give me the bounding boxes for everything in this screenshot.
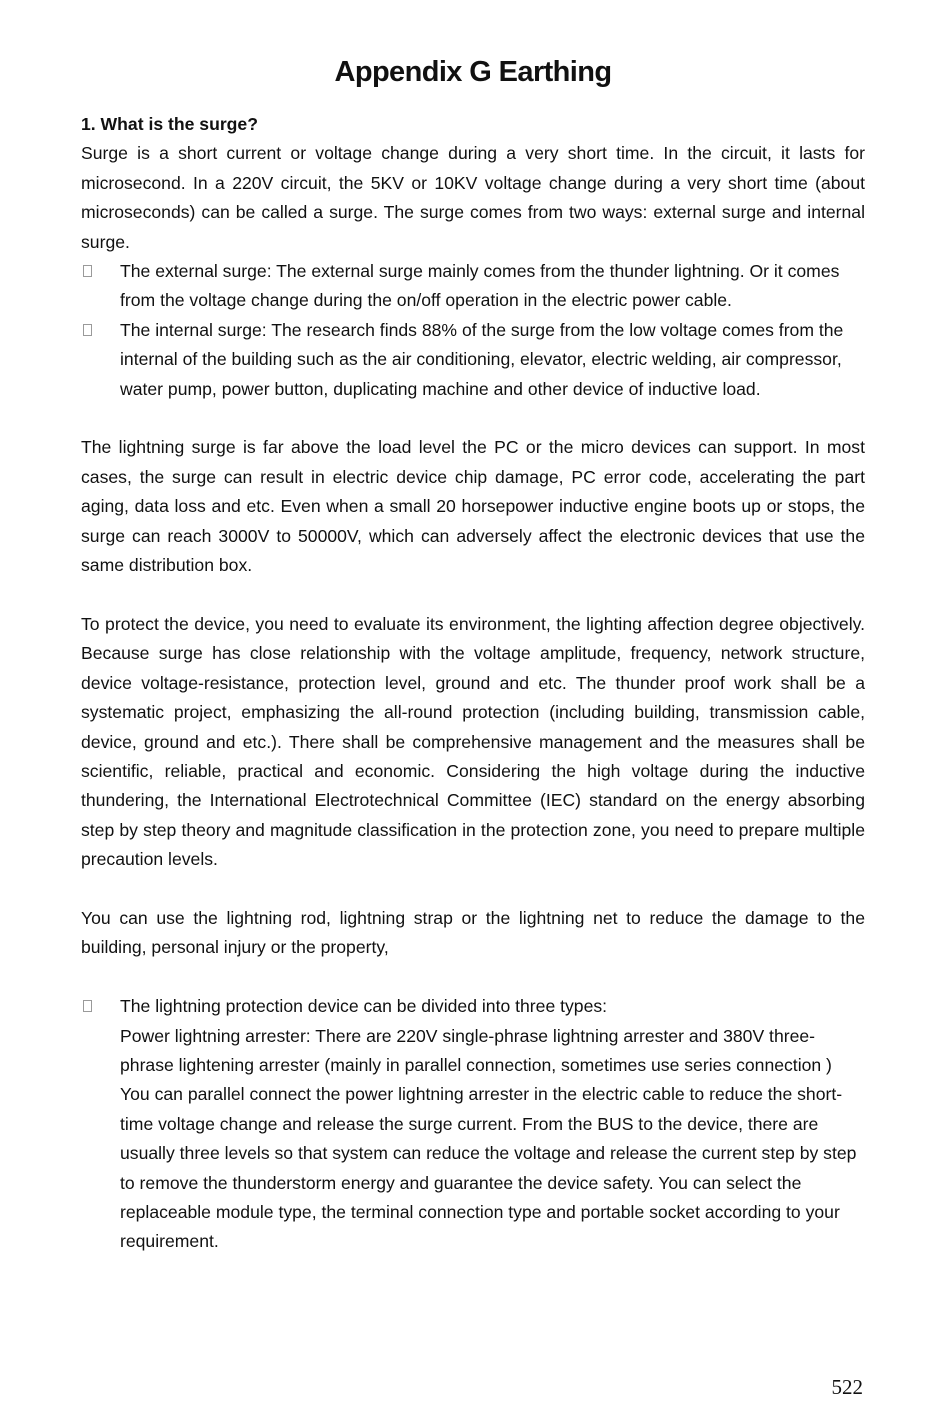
bullet-text: The internal surge: The research finds 88% of the surge from the low voltage comes from the internal of the building such as the air conditioning, elevator, electric welding, air compressor, water pump, power button, duplicating machine and other device of inductive load. [120, 319, 844, 399]
bullet-box-icon [83, 324, 92, 336]
paragraph-protect-device: To protect the device, you need to evaluate its environment, the lighting affection degree objectively. Because surge has close relationship with the voltage amplitude, frequency, network structure, device voltage-resistance, protection level, ground and etc. The thunder proof work shall be a systematic project, emphasizing the all-round protection (including building, transmission cable, device, ground and etc.). There shall be comprehensive management and the measures shall be scientific, reliable, practical and economic. Considering the high voltage during the inductive thundering, the International Electrotechnical Committee (IEC) standard on the energy absorbing step by step theory and magnitude classification in the protection zone, you need to prepare multiple precaution levels. [81, 613, 865, 870]
paragraph-lightning-rod: You can use the lightning rod, lightning strap or the lightning net to reduce the damage to the building, personal injury or the property, [81, 907, 865, 958]
bullet-box-icon [83, 1000, 92, 1012]
spacer [81, 580, 865, 609]
spacer [81, 404, 865, 433]
document-page [81, 52, 865, 1257]
spacer [81, 875, 865, 904]
bullet-internal-surge [81, 316, 865, 404]
bullet-external-surge [81, 257, 865, 316]
bullet-lead-text: The lightning protection device can be divided into three types: [120, 996, 608, 1017]
spacer [81, 963, 865, 992]
bullet-body-text: Power lightning arrester: There are 220V single-phrase lightning arrester and 380V three-phrase lightening arrester (mainly in parallel connection, sometimes use series connection ) You can parallel connect the power lightning arrester in the electric cable to reduce the short-time voltage change and release the surge current. From the BUS to the device, there are usually three levels so that system can reduce the voltage and release the current step by step to remove the thunderstorm energy and guarantee the device safety. You can select the replaceable module type, the terminal connection type and portable socket according to your requirement. [120, 1025, 857, 1252]
paragraph-surge-definition: Surge is a short current or voltage change during a very short time. In the circuit, it lasts for microsecond. In a 220V circuit, the 5KV or 10KV voltage change during a very short time (about microseconds) can be called a surge. The surge comes from two ways: external surge and internal surge. [81, 143, 865, 252]
bullet-text: The external surge: The external surge mainly comes from the thunder lightning. Or it comes from the voltage change during the on/off operation in the electric power cable. [120, 261, 840, 311]
bullet-protection-device-types [81, 992, 865, 1257]
paragraph-lightning-surge: The lightning surge is far above the load level the PC or the micro devices can support. In most cases, the surge can result in electric device chip damage, PC error code, accelerating the part aging, data loss and etc. Even when a small 20 horsepower inductive engine boots up or stops, the surge can reach 3000V to 50000V, which can adversely affect the electronic devices that use the same distribution box. [81, 437, 865, 576]
bullet-box-icon [83, 265, 92, 277]
page-number: 522 [831, 1375, 863, 1399]
page-title: Appendix G Earthing [334, 56, 612, 88]
section-heading: 1. What is the surge? [81, 114, 258, 134]
